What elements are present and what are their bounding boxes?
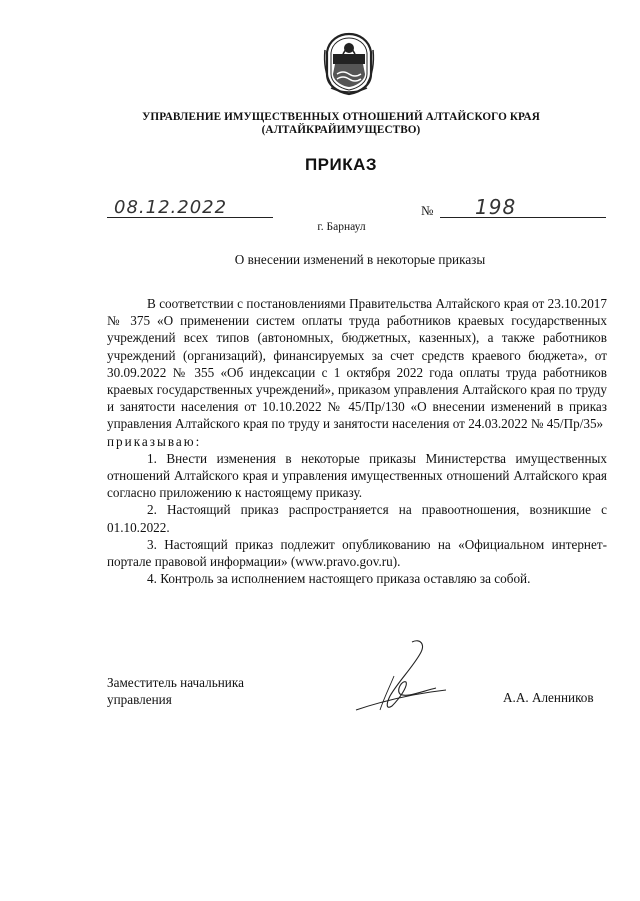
city-label: г. Барнаул bbox=[317, 221, 366, 233]
order-item-4: 4. Контроль за исполнением настоящего приказа оставляю за собой. bbox=[147, 571, 531, 587]
signatory-position bbox=[107, 674, 244, 708]
order-item-2: 2. Настоящий приказ распространяется на правоотношения, возникшие с 01.10.2022. bbox=[107, 502, 607, 535]
order-item-1: 1. Внести изменения в некоторые приказы Министерства имущественных отношений Алтайского края и управления имущественных отношений Алтайского края согласно приложению к настоящему приказу. bbox=[107, 450, 607, 501]
document-title: ПРИКАЗ bbox=[304, 155, 378, 174]
document-subject: О внесении изменений в некоторые приказы bbox=[234, 252, 486, 267]
order-word: приказываю: bbox=[107, 433, 202, 449]
handwritten-signature bbox=[350, 636, 460, 718]
handwritten-number: 198 bbox=[475, 195, 517, 219]
date-underline bbox=[107, 216, 273, 218]
order-item-3: 3. Настоящий приказ подлежит опубликованию на «Официальном интернет-портале правовой информации» (www.pravo.gov.ru). bbox=[107, 536, 607, 570]
document-body bbox=[107, 295, 607, 587]
preamble-paragraph: В соответствии с постановлениями Правительства Алтайского края от 23.10.2017 № 375 «О применении систем оплаты труда работников краевых государственных учреждений всех типов (автономных, бюджетных, казенных), а также работников учреждений (организаций), финансируемых за счет средств краевого бюджета», от 30.09.2022 № 355 «Об индексации с 1 октября 2022 года оплаты труда работников краевых государственных учреждений», приказом управления Алтайского края по труду и занятости населения от 10.10.2022 № 45/Пр/130 «О внесении изменений в приказ управления Алтайского края по труду и занятости населения от 24.03.2022 № 45/Пр/35» bbox=[107, 296, 607, 432]
number-underline bbox=[440, 216, 606, 218]
organization-name: УПРАВЛЕНИЕ ИМУЩЕСТВЕННЫХ ОТНОШЕНИЙ АЛТАЙСКОГО КРАЯ bbox=[142, 111, 540, 123]
coat-of-arms-emblem bbox=[321, 30, 377, 96]
signatory-position-line1: Заместитель начальника bbox=[107, 675, 244, 690]
handwritten-date: 08.12.2022 bbox=[114, 197, 228, 218]
number-sign: № bbox=[421, 203, 434, 218]
organization-short-name: (АЛТАЙКРАЙИМУЩЕСТВО) bbox=[261, 124, 421, 136]
signatory-name: А.А. Аленников bbox=[503, 690, 594, 705]
signatory-position-line2: управления bbox=[107, 692, 172, 708]
